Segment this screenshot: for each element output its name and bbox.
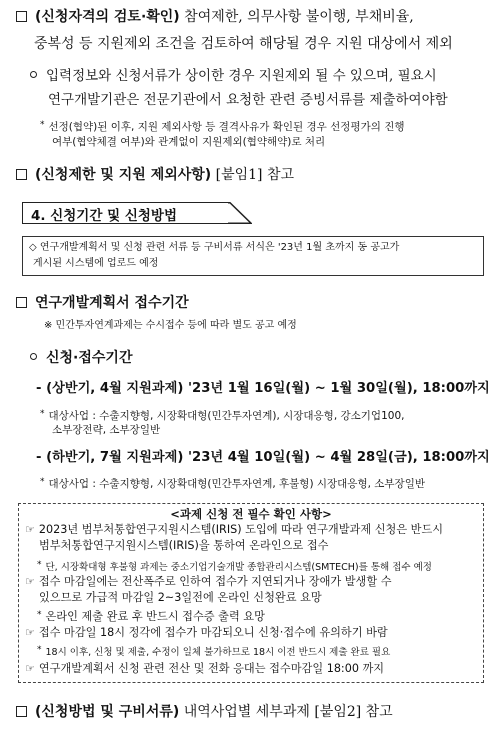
item-restrictions — [16, 164, 294, 186]
important-line-18h — [25, 625, 388, 641]
section-heading — [22, 202, 230, 224]
checkbox-square-icon — [16, 11, 27, 22]
notice-box — [22, 236, 484, 276]
note-private-investment: ※ 민간투자연계과제는 수시접수 등에 따라 별도 공고 예정 — [44, 320, 297, 331]
asterisk-icon: * — [40, 120, 45, 130]
item-application-method — [16, 701, 393, 723]
pointing-hand-icon: ☞ — [25, 523, 35, 536]
item-eligibility-text2: 중복성 등 지원제외 조건을 검토하여 해당될 경우 지원 대상에서 제외 — [34, 36, 453, 52]
checkbox-square-icon — [16, 169, 27, 180]
circle-bullet-icon — [30, 71, 37, 78]
important-line6: 온라인 제출 완료 후 반드시 접수증 출력 요망 — [45, 610, 265, 623]
checkbox-square-icon — [16, 706, 27, 717]
asterisk-icon: * — [37, 560, 42, 570]
important-line-deadline — [25, 574, 392, 590]
section-heading-arrow-icon — [228, 202, 252, 224]
pointing-hand-icon: ☞ — [25, 626, 35, 639]
sub-bullet-input-info — [30, 66, 437, 87]
important-line3: 단, 시장확대형 후불형 과제는 중소기업기술개발 종합관리시스템(SMTECH)를 통해 접수 예정 — [45, 562, 432, 573]
sub-bullet-line2: 연구개발기관은 전문기관에서 요청한 관련 증빙서류를 제출하여야함 — [48, 92, 448, 108]
asterisk-icon: * — [40, 477, 45, 487]
second-half-note — [40, 474, 425, 493]
asterisk-icon: * — [37, 645, 42, 655]
item-application-title: (신청방법 및 구비서류) — [35, 704, 180, 720]
asterisk-icon: * — [37, 610, 42, 620]
item-application-text: 내역사업별 세부과제 [붙임2] 참고 — [179, 704, 393, 720]
circle-bullet-icon — [30, 353, 37, 360]
note-selection-line2: 여부(협약체결 여부)와 관계없이 지원제외(협약해약)로 처리 — [52, 136, 326, 148]
pointing-hand-icon: ☞ — [25, 575, 35, 588]
asterisk-icon: * — [40, 409, 45, 419]
important-line7: 접수 마감일 18시 정각에 접수가 마감되오니 신청·접수에 유의하기 바람 — [38, 626, 388, 639]
item-restrictions-text: [붙임1] 참고 — [211, 167, 295, 183]
first-half-note-line1: 대상사업 : 수출지향형, 시장확대형(민간투자연계), 시장대응형, 강소기업100, — [48, 410, 405, 422]
notice-line1: ◇ 연구개발계획서 및 신청 관련 서류 등 구비서류 서식은 '23년 1월 초까지 동 공고가 — [29, 242, 400, 253]
second-half-period: - (하반기, 7월 지원과제) '23년 4월 10일(월) ~ 4월 28일(금), 18:00까지 — [36, 450, 490, 465]
important-notice-box — [18, 503, 484, 683]
pointing-hand-icon: ☞ — [25, 662, 35, 675]
important-line-after18 — [37, 642, 390, 661]
first-half-period: - (상반기, 4월 지원과제) '23년 1월 16일(월) ~ 1월 30일(월), 18:00까지 — [36, 381, 490, 396]
important-line1: 2023년 범부처통합연구지원시스템(IRIS) 도입에 따라 연구개발과제 신청은 반드시 — [38, 523, 444, 536]
item-eligibility-review — [16, 6, 492, 28]
note-selection-line1: 선정(협약)된 이후, 지원 제외사항 등 결격사유가 확인된 경우 선정평가의 진행 — [48, 121, 405, 133]
item-restrictions-title: (신청제한 및 지원 제외사항) — [35, 167, 212, 183]
item-submission-title: 연구개발계획서 접수기간 — [35, 295, 189, 311]
important-box-title: <과제 신청 전 필수 확인 사항> — [170, 507, 332, 521]
important-line4: 접수 마감일에는 전산폭주로 인하여 접수가 지연되거나 장애가 발생할 수 — [38, 575, 392, 588]
second-half-note-text: 대상사업 : 수출지향형, 시장확대형(민간투자연계, 후불형) 시장대응형, 소부장일반 — [48, 478, 425, 490]
period-title: 신청·접수기간 — [46, 350, 133, 366]
sub-bullet-line1: 입력정보와 신청서류가 상이한 경우 지원제외 될 수 있으며, 필요시 — [46, 68, 437, 84]
important-line-support — [25, 661, 384, 677]
important-line8: 18시 이후, 신청 및 제출, 수정이 일체 불가하므로 18시 이전 반드시 제출 완료 필요 — [45, 647, 391, 658]
item-eligibility-text1: 참여제한, 의무사항 불이행, 부채비율, — [179, 9, 414, 25]
checkbox-square-icon — [16, 297, 27, 308]
section-heading-title: 4. 신청기간 및 신청방법 — [31, 208, 177, 224]
important-line9: 연구개발계획서 신청 관련 전산 및 전화 응대는 접수마감일 18:00 까지 — [38, 662, 385, 675]
important-line-iris — [25, 522, 443, 538]
important-line5: 있으므로 가급적 마감일 2~3일전에 온라인 신청완료 요망 — [39, 591, 322, 604]
important-line-receipt — [37, 607, 265, 625]
important-line2: 범부처통합연구지원시스템(IRIS)을 통하여 온라인으로 접수 — [39, 539, 329, 552]
item-eligibility-title: (신청자격의 검토·확인) — [35, 9, 180, 25]
first-half-note-line2: 소부장전략, 소부장일반 — [52, 424, 161, 436]
notice-line2: 게시된 시스템에 업로드 예정 — [33, 258, 159, 269]
period-heading — [30, 347, 132, 369]
item-submission-period — [16, 292, 189, 314]
